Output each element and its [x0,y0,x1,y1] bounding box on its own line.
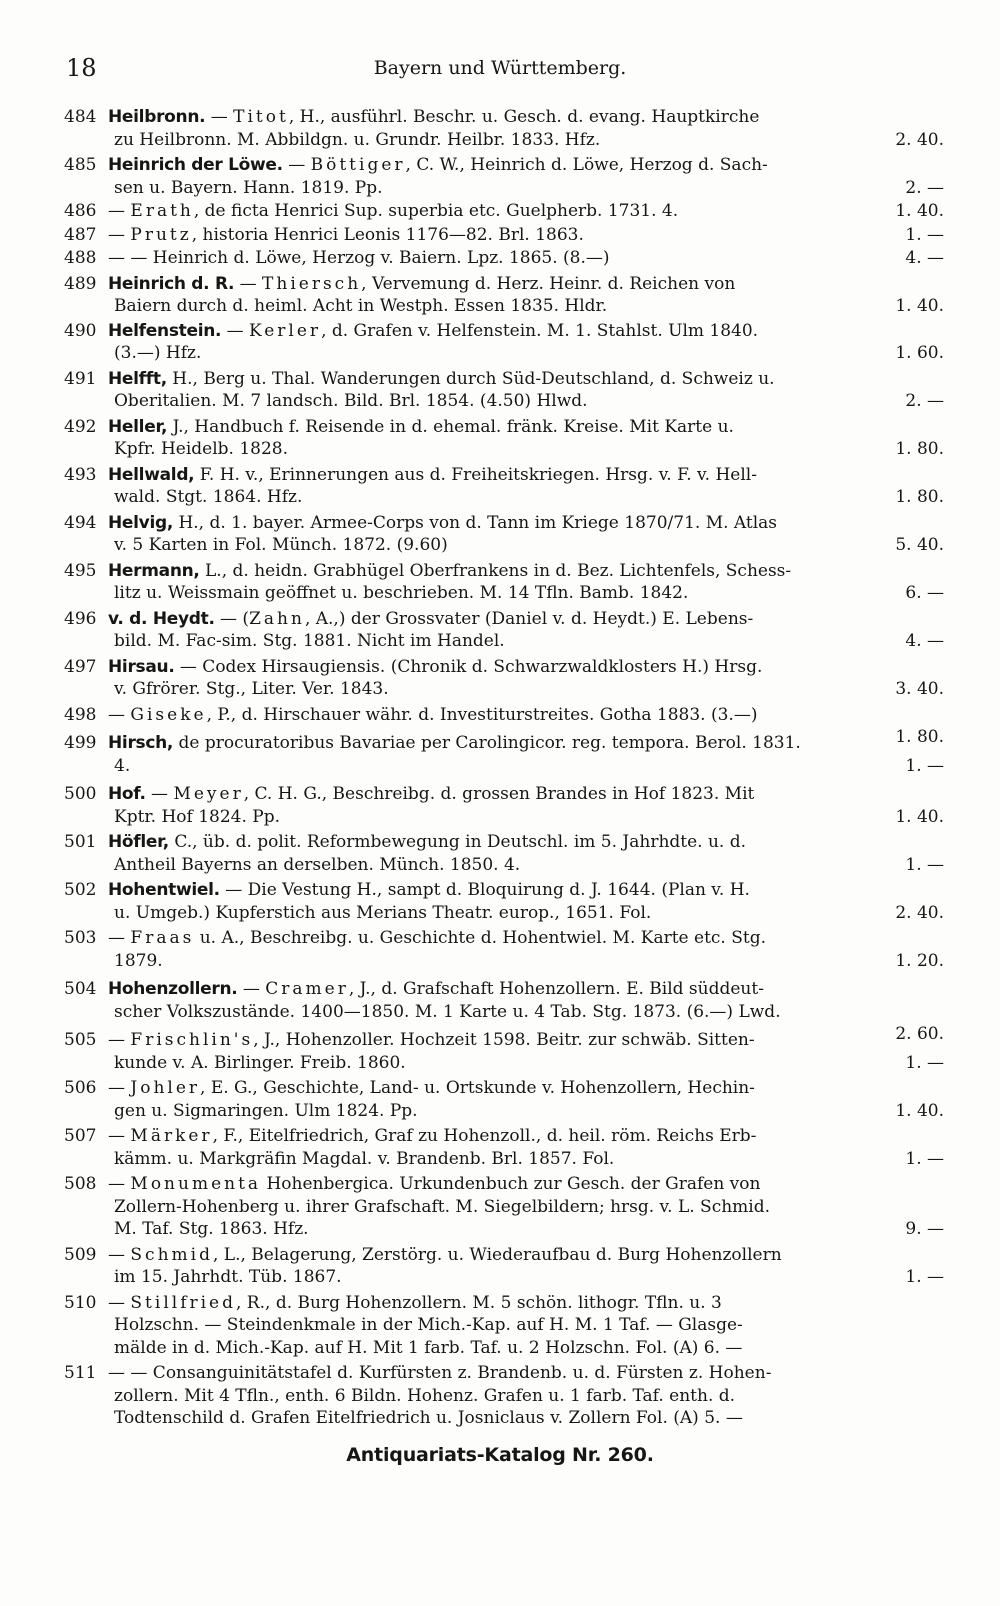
entry-text: wald. Stgt. 1864. Hfz. [114,487,303,507]
entry-text: — Giseke, P., d. Hirschauer währ. d. Investiturstreites. Gotha 1883. (3.—) [108,704,758,725]
entry-line [64,755,944,778]
entry-author: Titot [233,107,289,127]
entry-line [64,416,944,439]
entry-line [64,678,944,701]
entry-line [64,783,944,806]
entry-text: — Frischlin's, J., Hohenzoller. Hochzeit 1598. Beitr. zur schwäb. Sitten- [108,1030,755,1050]
entry-line [64,704,944,727]
entry-text: zollern. Mit 4 Tfln., enth. 6 Bildn. Hohenz. Grafen u. 1 farb. Taf. enth. d. [114,1385,736,1406]
catalog-entry [64,656,944,701]
entry-line [64,154,944,177]
entry-line [64,630,944,653]
entry-number: 495 [64,560,97,581]
entry-heading: v. d. Heydt. [108,608,215,629]
entry-number: 504 [64,979,97,999]
entry-text: Holzschn. — Steindenkmale in der Mich.-Kap. auf H. M. 1 Taf. — Glasge- [114,1315,743,1335]
entry-line [64,438,944,461]
entry-number: 499 [64,733,97,753]
entry-line [64,806,944,829]
entry-price: 1. 60. [895,343,944,363]
entry-text: — Codex Hirsaugiensis. (Chronik d. Schwarzwaldklosters H.) Hrsg. [179,656,763,677]
entry-number: 503 [64,928,97,948]
entry-text: 4. [114,755,131,776]
entry-line [64,879,944,902]
entry-line [64,582,944,605]
catalog-entry [64,1292,944,1360]
entry-author: Giseke [130,704,207,725]
entry-price: 1. — [905,1052,944,1073]
entry-text: kämm. u. Markgräfin Magdal. v. Brandenb. Brl. 1857. Fol. [114,1148,615,1169]
entry-text: Oberitalien. M. 7 landsch. Bild. Brl. 1854. (4.50) Hlwd. [114,391,588,411]
entry-text: Kptr. Hof 1824. Pp. [114,806,281,827]
entry-text: mälde in d. Mich.-Kap. auf H. Mit 1 farb. Taf. u. 2 Holzschn. Fol. (A) 6. — [114,1337,743,1358]
entry-line [64,831,944,854]
entry-price: 3. 40. [895,679,944,699]
entry-heading: Helvig, [108,512,174,533]
entry-line [64,486,944,509]
entry-line [64,902,944,925]
entry-heading: Hohentwiel. [108,880,220,900]
entry-text: — Märker, F., Eitelfriedrich, Graf zu Hohenzoll., d. heil. röm. Reichs Erb- [108,1126,757,1146]
entry-line [64,1218,944,1241]
entry-text: u. Umgeb.) Kupferstich aus Merians Theatr. europ., 1651. Fol. [114,902,652,923]
entry-text: L., d. heidn. Grabhügel Oberfrankens in d. Bez. Lichtenfels, Schess- [205,560,792,581]
catalog-entry [64,320,944,365]
entry-author: Märker [130,1126,213,1146]
entry-line [64,1244,944,1267]
entry-number: 508 [64,1174,97,1194]
entry-price: 1. 80. [895,439,944,459]
entry-price: 4. — [905,248,944,268]
entry-number: 505 [64,1030,97,1050]
page-number: 18 [66,54,97,82]
entry-price: 1. 40. [895,806,944,827]
entry-price: 1. — [905,1267,944,1287]
entry-text: Baiern durch d. heiml. Acht in Westph. Essen 1835. Hldr. [114,296,608,316]
entry-heading: Hellwald, [108,464,195,485]
catalog-entry [64,1173,944,1241]
entry-line [64,1385,944,1408]
entry-price: 5. 40. [895,535,944,555]
entry-text: Zollern-Hohenberg u. ihrer Grafschaft. M. Siegelbildern; hrsg. v. L. Schmid. [114,1196,771,1217]
entry-author: Monumenta [130,1174,262,1194]
entry-price: 9. — [905,1219,944,1239]
catalog-entry [64,608,944,653]
entry-text: kunde v. A. Birlinger. Freib. 1860. [114,1052,406,1073]
entry-author: Frischlin's [130,1030,254,1050]
entry-text: — Böttiger, C. W., Heinrich d. Löwe, Herzog d. Sach- [288,155,768,175]
entry-number: 490 [64,320,97,341]
entry-line [64,1001,944,1024]
entry-price: 4. — [905,631,944,651]
entry-number: 500 [64,784,97,804]
catalog-entry [64,783,944,828]
entry-text: — Fraas u. A., Beschreibg. u. Geschichte d. Hohentwiel. M. Karte etc. Stg. [108,928,767,948]
catalog-entry [64,273,944,318]
entry-heading: Helfft, [108,368,167,389]
entry-author: Johler [130,1078,201,1098]
entry-text: — Meyer, C. H. G., Beschreibg. d. grossen Brandes in Hof 1823. Mit [151,784,755,804]
entry-text: sen u. Bayern. Hann. 1819. Pp. [114,177,383,198]
entry-text: — Stillfried, R., d. Burg Hohenzollern. M. 5 schön. lithogr. Tfln. u. 3 [108,1292,722,1313]
entry-price: 1. 40. [895,1100,944,1121]
entry-number: 487 [64,224,97,245]
entry-line [64,978,944,1001]
entry-text: — Johler, E. G., Geschichte, Land- u. Ortskunde v. Hohenzollern, Hechin- [108,1078,755,1098]
entry-text: 1879. [114,950,163,971]
entry-line [64,1196,944,1219]
running-title: Bayern und Württemberg. [373,57,627,79]
entry-text: C., üb. d. polit. Reformbewegung in Deutschl. im 5. Jahrhdte. u. d. [174,832,747,852]
catalog-entry [64,1244,944,1289]
entry-line [64,1100,944,1123]
entry-line [64,129,944,152]
entry-price: 1. 80. [895,727,944,747]
catalog-entry [64,1125,944,1170]
catalog-entry [64,512,944,557]
entry-line [64,854,944,877]
entry-text: de procuratoribus Bavariae per Carolingicor. reg. tempora. Berol. 1831. [178,733,801,753]
entry-price: 2. — [905,391,944,411]
entry-line [64,608,944,631]
page-header [0,54,1000,92]
entry-author: Prutz [130,224,192,245]
catalog-entry [64,224,944,247]
entry-heading: Helfenstein. [108,320,222,341]
catalog-entry [64,368,944,413]
entry-price: 1. — [905,854,944,875]
entry-price: 2. 40. [895,129,944,150]
catalog-entry [64,200,944,223]
entry-number: 506 [64,1078,97,1098]
entry-price: 1. — [905,1148,944,1169]
catalog-entry [64,560,944,605]
entry-text: Todtenschild d. Grafen Eitelfriedrich u. Josniclaus v. Zollern Fol. (A) 5. — [114,1408,743,1428]
entry-author: Cramer [265,979,349,999]
catalog-entry [64,247,944,270]
entry-author: Schmid [130,1244,213,1265]
catalog-entry [64,831,944,876]
entry-line [64,1077,944,1100]
entry-line [64,534,944,557]
entry-number: 493 [64,464,97,485]
entry-line [64,200,944,223]
entry-text: litz u. Weissmain geöffnet u. beschrieben. M. 14 Tfln. Bamb. 1842. [114,583,689,603]
entry-line [64,1362,944,1385]
catalog-entry [64,154,944,199]
entry-number: 484 [64,107,97,127]
entry-line [64,177,944,200]
entry-line [64,390,944,413]
catalog-footer: Antiquariats-Katalog Nr. 260. [346,1444,654,1466]
catalog-entry [64,879,944,924]
entry-line [64,1292,944,1315]
entry-text: M. Taf. Stg. 1863. Hfz. [114,1219,309,1239]
entry-text: zu Heilbronn. M. Abbildgn. u. Grundr. Heilbr. 1833. Hfz. [114,129,601,150]
entry-number: 510 [64,1292,97,1313]
entry-line [64,1029,944,1052]
catalog-entry [64,1029,944,1074]
entry-line [64,342,944,365]
entry-line [64,1148,944,1171]
catalog-entry [64,1362,944,1430]
entry-author: Stillfried [130,1292,236,1313]
entry-price: 2. 60. [895,1024,944,1044]
entry-text: Antheil Bayerns an derselben. Münch. 1850. 4. [114,854,521,875]
entry-price: 1. 80. [895,487,944,507]
entry-author: Kerler [249,320,322,341]
entry-text: v. Gfrörer. Stg., Liter. Ver. 1843. [114,679,389,699]
entry-author: Zahn [249,608,305,629]
entry-text: — — Heinrich d. Löwe, Herzog v. Baiern. Lpz. 1865. (8.—) [108,248,610,268]
entry-price: 1. 20. [895,950,944,971]
entry-text: — — Consanguinitätstafel d. Kurfürsten z. Brandenb. u. d. Fürsten z. Hohen- [108,1363,772,1383]
entry-number: 511 [64,1363,97,1383]
entry-price: 1. — [905,224,944,245]
entry-price: 2. — [905,177,944,198]
entry-text: F. H. v., Erinnerungen aus d. Freiheitskriegen. Hrsg. v. F. v. Hell- [199,464,757,485]
entry-number: 486 [64,201,97,221]
entry-text: Kpfr. Heidelb. 1828. [114,439,289,459]
catalog-entry [64,1077,944,1122]
entry-line [64,247,944,270]
entry-author: Fraas [130,928,195,948]
catalog-entry [64,416,944,461]
entry-text: gen u. Sigmaringen. Ulm 1824. Pp. [114,1100,418,1121]
entry-number: 496 [64,608,97,629]
entry-text: scher Volkszustände. 1400—1850. M. 1 Karte u. 4 Tab. Stg. 1873. (6.—) Lwd. [114,1001,781,1022]
entry-text: H., d. 1. bayer. Armee-Corps von d. Tann im Kriege 1870/71. M. Atlas [178,512,778,533]
entry-line [64,320,944,343]
entry-text: — Kerler, d. Grafen v. Helfenstein. M. 1. Stahlst. Ulm 1840. [226,320,759,341]
entry-number: 502 [64,880,97,900]
entry-text: — Prutz, historia Henrici Leonis 1176—82. Brl. 1863. [108,224,584,245]
entry-number: 485 [64,155,97,175]
entry-price: 6. — [905,583,944,603]
entry-number: 507 [64,1126,97,1146]
entry-text: — Schmid, L., Belagerung, Zerstörg. u. Wiederaufbau d. Burg Hohenzollern [108,1244,782,1265]
entry-number: 501 [64,832,97,852]
entry-line [64,1173,944,1196]
entry-text: — Die Vestung H., sampt d. Bloquirung d. J. 1644. (Plan v. H. [225,880,750,900]
entry-heading: Heinrich der Löwe. [108,155,283,175]
entry-text: bild. M. Fac-sim. Stg. 1881. Nicht im Handel. [114,631,505,651]
catalog-entry [64,927,944,972]
entry-line [64,732,944,755]
entry-text: J., Handbuch f. Reisende in d. ehemal. fränk. Kreise. Mit Karte u. [172,416,734,437]
entry-text: — Erath, de ficta Henrici Sup. superbia etc. Guelpherb. 1731. 4. [108,201,679,221]
catalog-entry [64,732,944,777]
entry-line [64,464,944,487]
entry-line [64,950,944,973]
entry-line [64,1314,944,1337]
entry-line [64,1407,944,1430]
entry-number: 509 [64,1244,97,1265]
entry-heading: Höfler, [108,832,169,852]
entry-line [64,106,944,129]
entry-number: 488 [64,248,97,268]
entry-price: 2. 40. [895,902,944,923]
entry-author: Böttiger [310,155,406,175]
entry-author: Erath [130,201,194,221]
entry-heading: Hirsch, [108,733,174,753]
entry-line [64,656,944,679]
entry-line [64,512,944,535]
entry-heading: Hohenzollern. [108,979,238,999]
entry-price: 1. 40. [895,296,944,316]
entry-line [64,368,944,391]
entry-line [64,273,944,296]
entry-text: v. 5 Karten in Fol. Münch. 1872. (9.60) [114,535,448,555]
entry-line [64,224,944,247]
entry-number: 498 [64,704,97,725]
entry-line [64,1052,944,1075]
entry-line [64,1266,944,1289]
entry-number: 494 [64,512,97,533]
catalog-entries [64,106,944,1430]
entry-line [64,295,944,318]
entry-text: — (Zahn, A.,) der Grossvater (Daniel v. d. Heydt.) E. Lebens- [220,608,754,629]
entry-number: 489 [64,273,97,294]
entry-text: (3.—) Hfz. [114,343,202,363]
entry-heading: Hof. [108,784,146,804]
entry-price: 1. — [905,755,944,776]
entry-text: — Monumenta Hohenbergica. Urkundenbuch zur Gesch. der Grafen von [108,1174,761,1194]
entry-line [64,927,944,950]
entry-heading: Heller, [108,416,168,437]
entry-text: im 15. Jahrhdt. Tüb. 1867. [114,1267,342,1287]
entry-number: 492 [64,416,97,437]
entry-line [64,1125,944,1148]
entry-heading: Hermann, [108,560,200,581]
entry-price: 1. 40. [895,201,944,221]
entry-heading: Heinrich d. R. [108,273,235,294]
entry-text: — Cramer, J., d. Grafschaft Hohenzollern. E. Bild süddeut- [242,979,764,999]
entry-text: — Thiersch, Vervemung d. Herz. Heinr. d. Reichen von [239,273,736,294]
entry-text: H., Berg u. Thal. Wanderungen durch Süd-Deutschland, d. Schweiz u. [172,368,775,389]
entry-text: — Titot, H., ausführl. Beschr. u. Gesch. d. evang. Hauptkirche [210,107,760,127]
entry-heading: Heilbronn. [108,107,206,127]
entry-line [64,1337,944,1360]
entry-number: 497 [64,656,97,677]
entry-heading: Hirsau. [108,656,175,677]
catalog-entry [64,464,944,509]
entry-line [64,560,944,583]
entry-author: Meyer [173,784,244,804]
entry-author: Thiersch [262,273,362,294]
entry-number: 491 [64,368,97,389]
catalog-entry [64,106,944,151]
